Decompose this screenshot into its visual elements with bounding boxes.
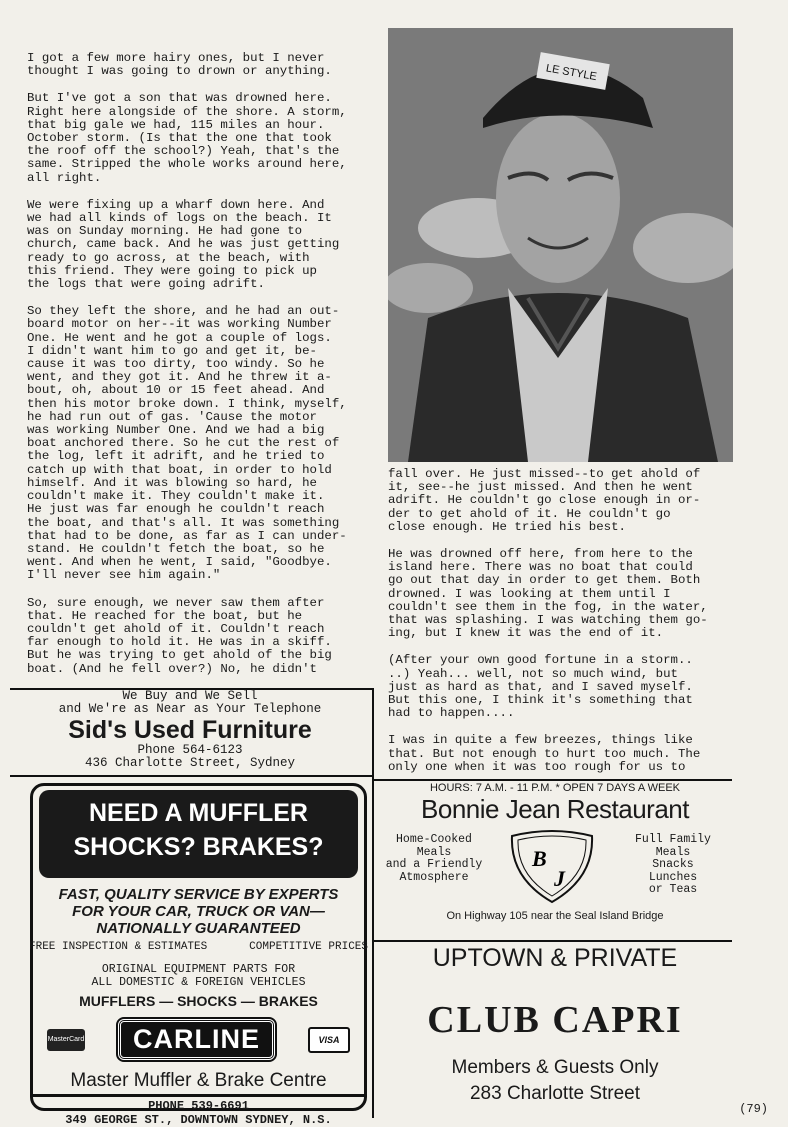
ad-banner: [39, 790, 358, 878]
paragraph: (After your own good fortune in a storm.. ..) Yeah... well, not so much wind, but just as hard as that, and I saved myself. But this one, I think it's something that had to happen....: [388, 653, 693, 721]
ad-business-name: Bonnie Jean Restaurant: [421, 794, 689, 824]
ad-line: We Buy and We Sell: [122, 689, 258, 703]
members-line: Members & Guests Only: [451, 1057, 659, 1078]
ad-parts: [33, 963, 364, 989]
cap-logo: LE STYLE: [545, 62, 598, 84]
ad-left-text: Home-Cooked Meals and a Friendly Atmosphere: [385, 833, 483, 884]
visa-logo: VISA: [308, 1027, 350, 1053]
right-column: [388, 468, 733, 788]
ad-right-text: Full Family Meals Snacks Lunches or Teas: [635, 833, 711, 896]
ad-offers: [29, 941, 368, 953]
ad-address: 349 GEORGE ST., DOWNTOWN SYDNEY, N.S.: [65, 1113, 332, 1127]
portrait-illustration: [388, 28, 733, 462]
ad-services: MUFFLERS — SHOCKS — BRAKES: [79, 993, 318, 1009]
ad-phone: PHONE 539-6691: [148, 1099, 249, 1113]
tagline-line: FAST, QUALITY SERVICE BY EXPERTS: [58, 886, 339, 903]
bonnie-jean-ad: [378, 782, 732, 940]
muffler-ad: [29, 783, 368, 1127]
portrait-photo: [388, 28, 733, 462]
ad-hours: HOURS: 7 A.M. - 11 P.M. * OPEN 7 DAYS A WEEK: [429, 782, 681, 794]
monogram-j: J: [554, 866, 565, 891]
divider: [372, 688, 374, 1118]
ad-address: 283 Charlotte Street: [469, 1083, 641, 1104]
club-capri-details: [378, 1055, 732, 1107]
tagline-line: NATIONALLY GUARANTEED: [96, 920, 301, 937]
divider: [374, 940, 732, 942]
paragraph: I got a few more hairy ones, but I never thought I was going to drown or anything.: [27, 51, 332, 79]
free-inspection: FREE INSPECTION & ESTIMATES: [29, 941, 208, 953]
headline: SHOCKS? BRAKES?: [73, 833, 324, 861]
ad-logos: [47, 1019, 350, 1060]
ad-location: On Highway 105 near the Seal Island Bridge: [446, 910, 664, 922]
sids-furniture-ad: [10, 690, 370, 772]
shield-icon: [506, 828, 598, 904]
ad-address: 436 Charlotte Street, Sydney: [84, 756, 296, 770]
paragraph: So they left the shore, and he had an out- board motor on her--it was working Number One. He went and he got a couple of logs. I didn't want him to go and get it, be- cause it was too dirty, too windy. So he went, and they got it. And he threw it a- bout, oh, about 10 or 15 feet ahead. And then his motor broke down. I think, myself, he had run out of gas. 'Cause the motor was working Number One. And we had a big boat anchored there. So he cut the rest of the log, left it adrift, and he tried to catch up with that boat, in order to hold himself. And it was blowing so hard, he couldn't make it. They couldn't make it. He just was far enough he couldn't reach the boat, and that's all. It was something that had to be done, as far as I can under- stand. He couldn't fetch the boat, so he went. And when he went, I said, "Goodbye. I'll never see him again.": [27, 304, 347, 583]
parts-line: ORIGINAL EQUIPMENT PARTS FOR: [101, 963, 296, 976]
paragraph: I was in quite a few breezes, things like that. But not enough to hurt too much. The only one when it was too rough for us to: [388, 733, 701, 774]
uptown-heading: UPTOWN & PRIVATE: [432, 944, 678, 972]
headline: NEED A MUFFLER: [89, 799, 308, 827]
ad-line: and We're as Near as Your Telephone: [58, 702, 322, 716]
divider: [374, 779, 732, 781]
paragraph: fall over. He just missed--to get ahold of it, see--he just missed. And then he went adrift. He couldn't go close enough in or- der to get ahold of it. He couldn't go close enough. He tried his best.: [388, 467, 701, 534]
paragraph: He was drowned off here, from here to the island here. There was no boat that could go out that day in order to get them. Both drowned. I was looking at them until I couldn't see them in the fog, in the water, that was splashing. I was watching them go- ing, but I knew it was the end of it.: [388, 547, 708, 641]
ad-tagline: [33, 886, 364, 937]
parts-line: ALL DOMESTIC & FOREIGN VEHICLES: [91, 976, 306, 989]
monogram-b: B: [532, 846, 547, 871]
competitive-prices: COMPETITIVE PRICES: [249, 941, 368, 953]
ad-business-name: Sid's Used Furniture: [68, 716, 312, 744]
mastercard-logo: MasterCard: [47, 1029, 85, 1051]
paragraph: We were fixing up a wharf down here. And we had all kinds of logs on the beach. It was on Sunday morning. He had gone to church, came back. And he was just getting ready to go across, at the beach, with this friend. They were going to pick up the logs that were going adrift.: [27, 197, 340, 292]
paragraph: So, sure enough, we never saw them after that. He reached for the boat, but he couldn't get ahold of it. Couldn't reach far enough to hold it. He was in a skiff. But he was trying to get ahold of the big boat. (And he fell over?) No, he didn't: [27, 595, 332, 676]
left-column: [27, 52, 372, 690]
tagline-line: FOR YOUR CAR, TRUCK OR VAN—: [72, 903, 325, 920]
carline-logo: CARLINE: [118, 1019, 275, 1060]
page-number: (79): [739, 1102, 768, 1116]
divider: [10, 775, 372, 777]
ad-business-name: Master Muffler & Brake Centre: [33, 1070, 364, 1097]
ad-middle: [378, 824, 732, 908]
club-capri-name: CLUB CAPRI: [427, 999, 683, 1041]
paragraph: But I've got a son that was drowned here. Right here alongside of the shore. A storm, that big gale we had, 115 miles an hour. October storm. (Is that the one that took the roof off the school?) Yeah, that's the same. Stripped the whole works around here, all right.: [27, 91, 347, 185]
ad-phone: Phone 564-6123: [137, 743, 243, 757]
